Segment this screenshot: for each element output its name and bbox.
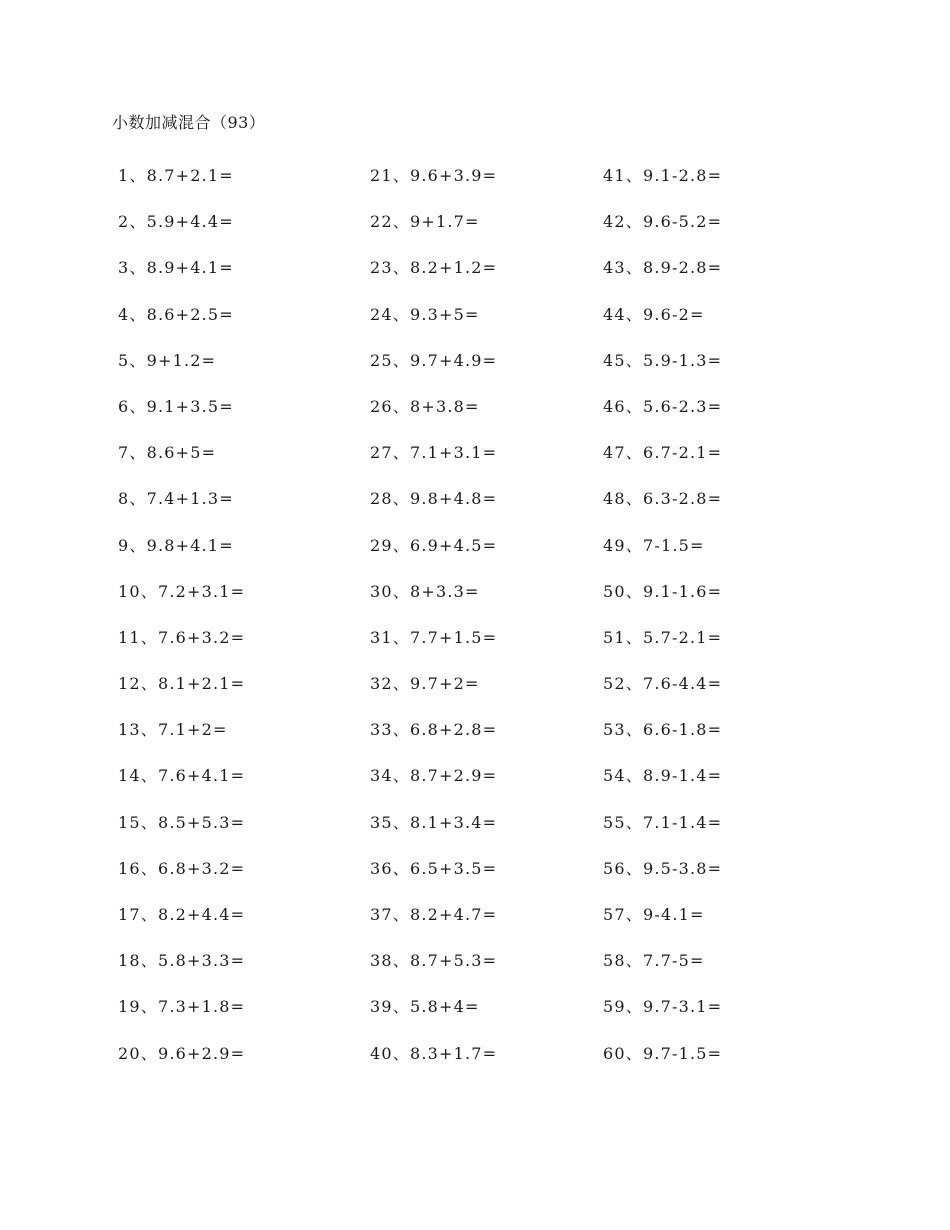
problem-item: 49、7-1.5= [603, 535, 705, 555]
problem-item: 15、8.5+5.3= [118, 812, 246, 832]
problem-item: 5、9+1.2= [118, 350, 217, 370]
problem-item: 13、7.1+2= [118, 720, 228, 740]
problem-item: 52、7.6-4.4= [603, 674, 723, 694]
problem-item: 32、9.7+2= [370, 674, 480, 694]
problem-item: 3、8.9+4.1= [118, 258, 234, 278]
problem-item: 30、8+3.3= [370, 581, 480, 601]
problem-item: 2、5.9+4.4= [118, 212, 234, 232]
problem-item: 12、8.1+2.1= [118, 674, 246, 694]
problem-item: 8、7.4+1.3= [118, 489, 234, 509]
problem-item: 21、9.6+3.9= [370, 166, 498, 185]
problem-item: 25、9.7+4.9= [370, 350, 498, 370]
problem-item: 40、8.3+1.7= [370, 1043, 498, 1063]
problem-item: 9、9.8+4.1= [118, 535, 234, 555]
problem-item: 20、9.6+2.9= [118, 1043, 246, 1063]
problem-item: 34、8.7+2.9= [370, 766, 498, 786]
problem-item: 60、9.7-1.5= [603, 1043, 723, 1063]
problem-item: 26、8+3.8= [370, 396, 480, 416]
problem-item: 29、6.9+4.5= [370, 535, 498, 555]
problem-item: 46、5.6-2.3= [603, 396, 723, 416]
problem-item: 23、8.2+1.2= [370, 258, 498, 278]
problem-item: 28、9.8+4.8= [370, 489, 498, 509]
problem-item: 27、7.1+3.1= [370, 443, 498, 463]
problem-item: 10、7.2+3.1= [118, 581, 246, 601]
problem-item: 51、5.7-2.1= [603, 627, 723, 647]
problem-item: 11、7.6+3.2= [118, 627, 246, 647]
problem-item: 55、7.1-1.4= [603, 812, 723, 832]
problem-item: 35、8.1+3.4= [370, 812, 498, 832]
problem-item: 17、8.2+4.4= [118, 905, 246, 924]
problem-item: 19、7.3+1.8= [118, 997, 246, 1017]
problem-item: 14、7.6+4.1= [118, 766, 246, 786]
problem-item: 56、9.5-3.8= [603, 858, 723, 878]
problem-item: 45、5.9-1.3= [603, 350, 723, 370]
problem-item: 48、6.3-2.8= [603, 489, 723, 509]
problem-item: 39、5.8+4= [370, 997, 480, 1017]
problem-item: 43、8.9-2.8= [603, 258, 723, 278]
problem-item: 33、6.8+2.8= [370, 720, 498, 740]
problem-item: 1、8.7+2.1= [118, 166, 234, 185]
problem-item: 18、5.8+3.3= [118, 951, 246, 971]
problem-item: 22、9+1.7= [370, 212, 480, 232]
problem-item: 6、9.1+3.5= [118, 396, 234, 416]
problem-item: 37、8.2+4.7= [370, 905, 498, 924]
problem-item: 7、8.6+5= [118, 443, 217, 463]
problem-item: 58、7.7-5= [603, 951, 705, 971]
problem-item: 50、9.1-1.6= [603, 581, 723, 601]
problem-item: 59、9.7-3.1= [603, 997, 723, 1017]
problem-item: 31、7.7+1.5= [370, 627, 498, 647]
problem-item: 42、9.6-5.2= [603, 212, 723, 232]
problem-grid [118, 165, 858, 1089]
problem-item: 24、9.3+5= [370, 304, 480, 324]
problem-item: 4、8.6+2.5= [118, 304, 234, 324]
problem-item: 44、9.6-2= [603, 304, 705, 324]
problem-item: 47、6.7-2.1= [603, 443, 723, 463]
problem-item: 38、8.7+5.3= [370, 951, 498, 971]
problem-item: 16、6.8+3.2= [118, 858, 246, 878]
problem-item: 54、8.9-1.4= [603, 766, 723, 786]
page-title: 小数加减混合（93） [112, 113, 266, 132]
problem-item: 41、9.1-2.8= [603, 166, 723, 185]
problem-item: 53、6.6-1.8= [603, 720, 723, 740]
problem-item: 57、9-4.1= [603, 905, 705, 924]
problem-item: 36、6.5+3.5= [370, 858, 498, 878]
